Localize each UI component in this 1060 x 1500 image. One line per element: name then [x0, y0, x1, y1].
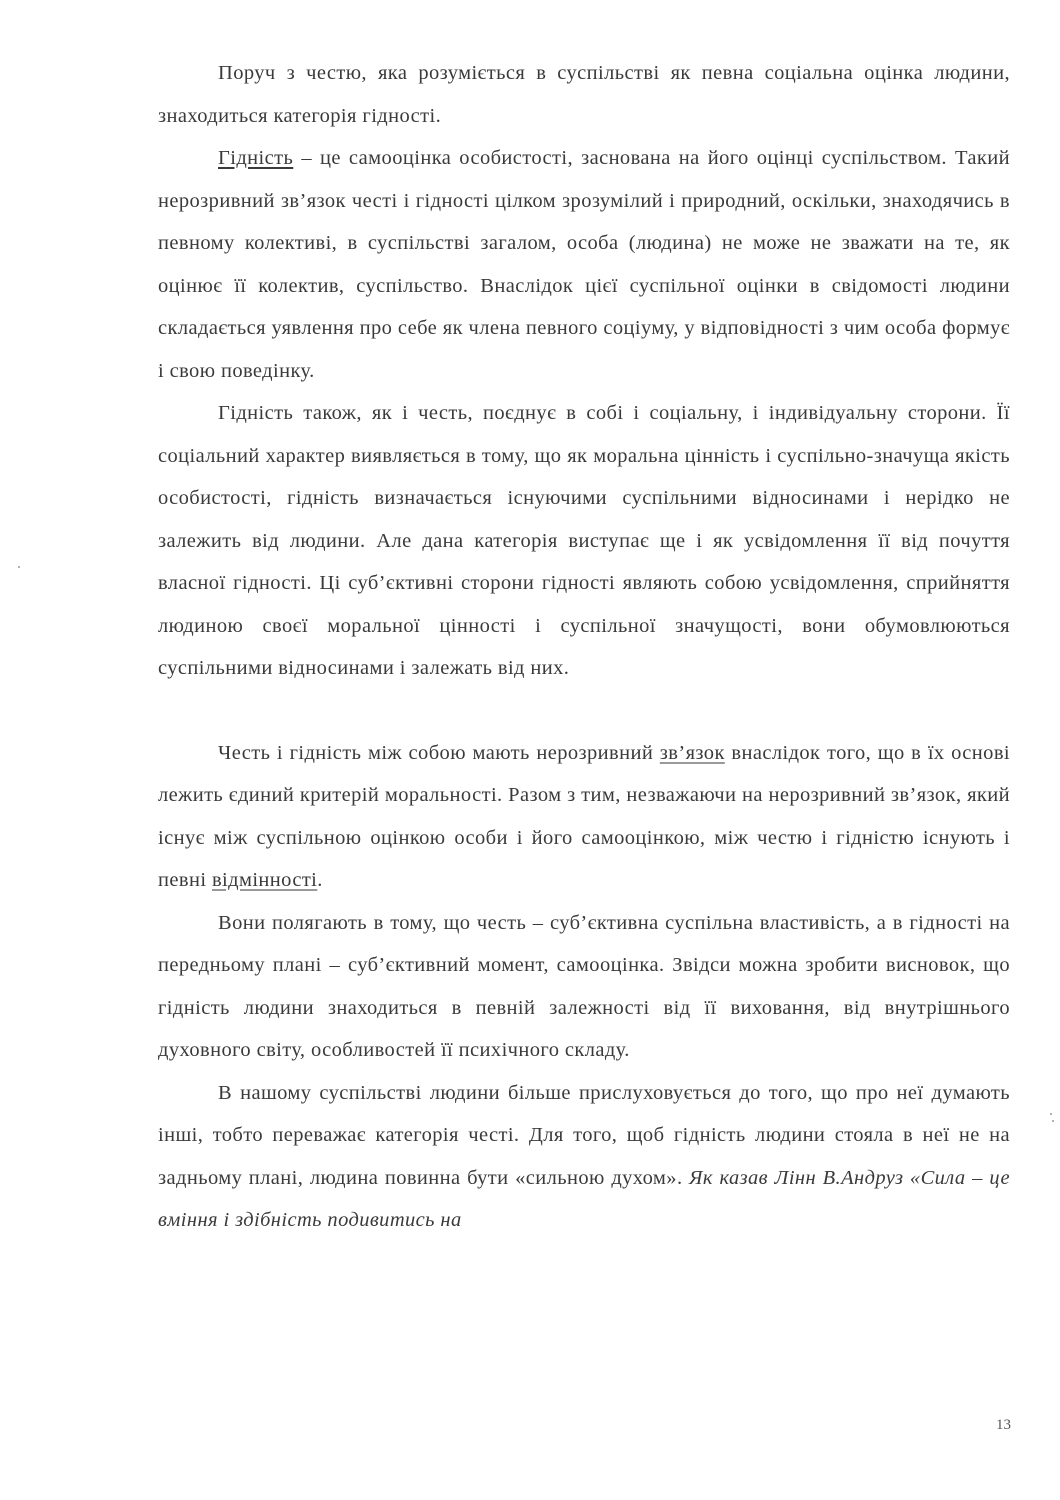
link-connection[interactable]: зв’язок	[659, 741, 725, 764]
paragraph-text: Гідність також, як і честь, поєднує в собі і соціальну, і індивідуальну сторони. Її соціальний характер виявляється в тому, що як моральна цінність і суспільно-значуща якість особистості, гідність визначається існуючими суспільними відносинами і нерідко не залежить від людини. Але дана категорія виступає ще і як усвідомлення її від почуття власної гідності. Ці суб’єктивні сторони гідності являють собою усвідомлення, сприйняття людиною своєї моральної цінності і суспільної значущості, вони обумовлюються суспільними відносинами і залежать від них.	[158, 402, 1010, 679]
paragraph-dignity-social	[158, 392, 1010, 690]
page-number: 13	[996, 1417, 1011, 1433]
scan-speck	[18, 566, 20, 568]
paragraph-text-after: .	[317, 869, 323, 891]
quote-text: Як казав Лінн В.Андруз «Сила – це вміння і здібність подивитись на	[158, 1166, 1010, 1231]
paragraph-text: В нашому суспільстві людини більше прислуховується до того, що про неї думають інші, тобто переважає категорія честі. Для того, щоб гідність людини стояла в неї не на задньому плані, людина повинна бути «сильною духом».	[158, 1081, 1010, 1189]
paragraph-society	[158, 1072, 1010, 1242]
paragraph-text: Поруч з честю, яка розуміється в суспільстві як певна соціальна оцінка людини, знаходиться категорія гідності.	[158, 62, 1010, 127]
paragraph-text: Вони полягають в тому, що честь – суб’єктивна суспільна властивість, а в гідності на передньому плані – суб’єктивний момент, самооцінка. Звідси можна зробити висновок, що гідність людини знаходиться в певній залежності від її виховання, від внутрішнього духовного світу, особливостей її психічного складу.	[158, 911, 1010, 1061]
paragraph-text-middle: внаслідок того, що в їх основі лежить єдиний критерій моральності. Разом з тим, незважаючи на нерозривний зв’язок, який існує між суспільною оцінкою особи і його самооцінкою, між честю і гідністю існують і певні	[158, 741, 1010, 891]
paragraph-honor-intro	[158, 52, 1010, 137]
scan-speck	[1052, 1120, 1054, 1122]
paragraph-text: – це самооцінка особистості, заснована на його оцінці суспільством. Такий нерозривний зв’язок честі і гідності цілком зрозумілий і природний, оскільки, знаходячись в певному колективі, в суспільстві загалом, особа (людина) не може не зважати на те, як оцінює її колектив, суспільство. Внаслідок цієї суспільної оцінки в свідомості людини складається уявлення про себе як члена певного соціуму, у відповідності з чим особа формує і свою поведінку.	[158, 147, 1010, 382]
paragraph-differences	[158, 902, 1010, 1072]
paragraph-dignity-definition	[158, 137, 1010, 392]
paragraph-text-before: Честь і гідність між собою мають нерозривний	[218, 741, 660, 764]
dignity-term: Гідність	[218, 147, 294, 169]
document-body	[158, 52, 1010, 1242]
link-differences[interactable]: відмінності	[211, 869, 318, 891]
scan-speck	[1050, 1113, 1052, 1115]
paragraph-honor-dignity-link	[158, 732, 1010, 902]
